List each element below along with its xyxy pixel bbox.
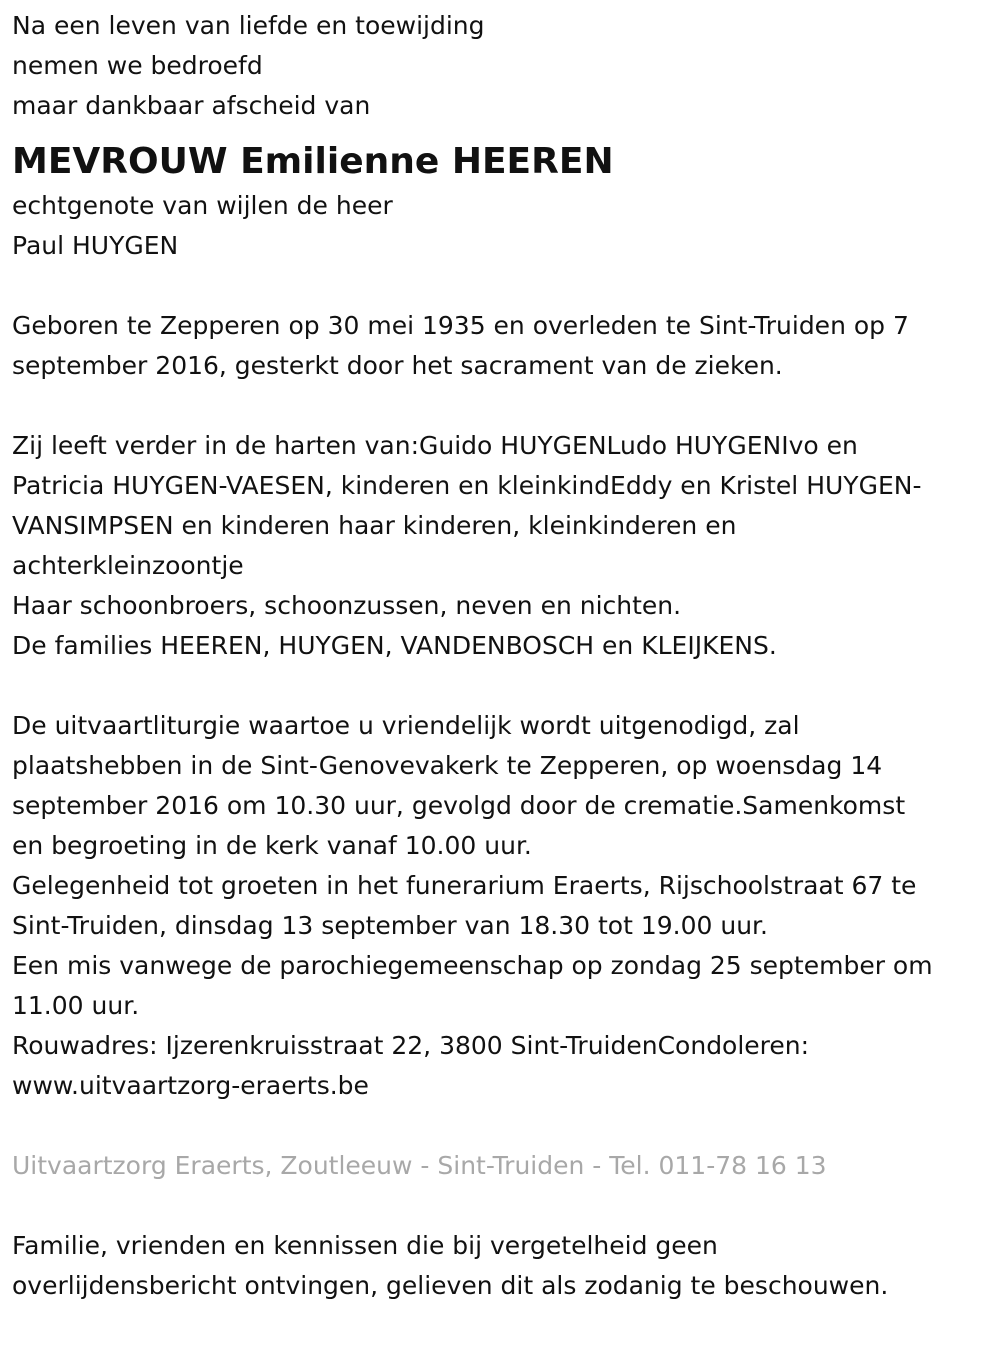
service-line: september 2016 om 10.30 uur, gevolgd door de crematie.Samenkomst	[12, 791, 906, 820]
section-spacer	[12, 666, 988, 706]
birth-death-line: Geboren te Zepperen op 30 mei 1935 en overleden te Sint-Truiden op 7	[12, 311, 909, 340]
family-line: achterkleinzoontje	[12, 551, 244, 580]
section-spacer	[12, 386, 988, 426]
service-line: en begroeting in de kerk vanaf 10.00 uur.	[12, 831, 532, 860]
intro-line: maar dankbaar afscheid van	[12, 91, 371, 120]
service-line: Sint-Truiden, dinsdag 13 september van 18.30 tot 19.00 uur.	[12, 911, 768, 940]
intro-text	[12, 6, 988, 126]
section-spacer	[12, 1186, 988, 1226]
birth-death-text	[12, 306, 988, 386]
family-line: Patricia HUYGEN-VAESEN, kinderen en kleinkindEddy en Kristel HUYGEN-	[12, 471, 922, 500]
intro-line: Na een leven van liefde en toewijding	[12, 11, 485, 40]
family-line: Zij leeft verder in de harten van:Guido HUYGENLudo HUYGENIvo en	[12, 431, 858, 460]
family-line: VANSIMPSEN en kinderen haar kinderen, kleinkinderen en	[12, 511, 737, 540]
relation-text	[12, 186, 988, 266]
deceased-name: MEVROUW Emilienne HEEREN	[12, 141, 614, 182]
funeral-home-line: Uitvaartzorg Eraerts, Zoutleeuw - Sint-Truiden - Tel. 011-78 16 13	[12, 1151, 827, 1180]
section-spacer	[12, 266, 988, 306]
service-line: Een mis vanwege de parochiegemeenschap op zondag 25 september om	[12, 951, 933, 980]
closing-line: overlijdensbericht ontvingen, gelieven dit als zodanig te beschouwen.	[12, 1271, 889, 1300]
condolence-website[interactable]: www.uitvaartzorg-eraerts.be	[12, 1071, 369, 1100]
family-text	[12, 426, 988, 666]
relation-line: Paul HUYGEN	[12, 231, 179, 260]
family-line: Haar schoonbroers, schoonzussen, neven en nichten.	[12, 591, 682, 620]
birth-death-line: september 2016, gesterkt door het sacrament van de zieken.	[12, 351, 783, 380]
service-line: Rouwadres: Ijzerenkruisstraat 22, 3800 Sint-TruidenCondoleren:	[12, 1031, 810, 1060]
service-line: Gelegenheid tot groeten in het funerarium Eraerts, Rijschoolstraat 67 te	[12, 871, 917, 900]
family-line: De families HEEREN, HUYGEN, VANDENBOSCH en KLEIJKENS.	[12, 631, 777, 660]
service-line: plaatshebben in de Sint-Genovevakerk te Zepperen, op woensdag 14	[12, 751, 883, 780]
relation-line: echtgenote van wijlen de heer	[12, 191, 393, 220]
closing-text	[12, 1226, 988, 1306]
intro-line: nemen we bedroefd	[12, 51, 263, 80]
service-line: De uitvaartliturgie waartoe u vriendelijk wordt uitgenodigd, zal	[12, 711, 800, 740]
section-spacer	[12, 1106, 988, 1146]
service-text	[12, 706, 988, 1106]
service-line: 11.00 uur.	[12, 991, 140, 1020]
closing-line: Familie, vrienden en kennissen die bij vergetelheid geen	[12, 1231, 718, 1260]
